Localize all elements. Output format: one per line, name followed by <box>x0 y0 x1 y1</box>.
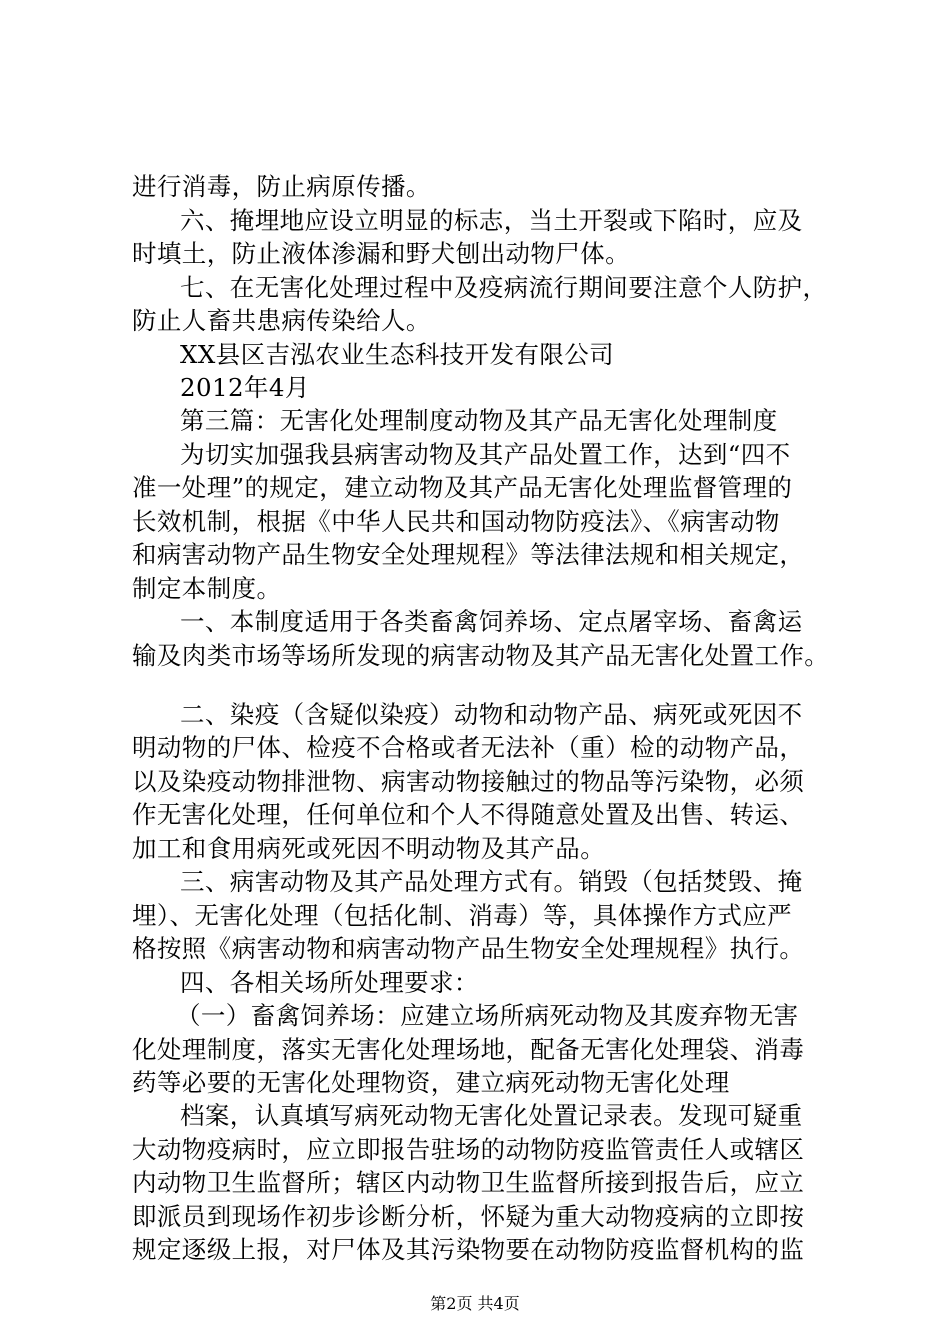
text-line: 准一处理”的规定，建立动物及其产品无害化处理监督管理的 <box>132 473 793 502</box>
text-line: （一）畜禽饲养场：应建立场所病死动物及其废弃物无害 <box>176 1001 799 1030</box>
text-line: 长效机制，根据《中华人民共和国动物防疫法》、《病害动物 <box>132 507 780 536</box>
text-line: 大动物疫病时，应立即报告驻场的动物防疫监管责任人或辖区 <box>132 1135 805 1164</box>
text-line: 化处理制度，落实无害化处理场地，配备无害化处理袋、消毒 <box>132 1035 805 1064</box>
text-line: 三、病害动物及其产品处理方式有。销毁（包括焚毁、掩 <box>180 867 803 896</box>
text-line: 四、各相关场所处理要求： <box>180 968 479 997</box>
text-line: 进行消毒，防止病原传播。 <box>132 172 431 201</box>
text-line: 加工和食用病死或死因不明动物及其产品。 <box>132 834 606 863</box>
text-line: 一、本制度适用于各类畜禽饲养场、定点屠宰场、畜禽运 <box>180 607 803 636</box>
text-line: 药等必要的无害化处理物资，建立病死动物无害化处理 <box>132 1068 730 1097</box>
text-line: 格按照《病害动物和病害动物产品生物安全处理规程》执行。 <box>132 934 805 963</box>
text-line: 六、掩埋地应设立明显的标志，当土开裂或下陷时，应及 <box>180 206 803 235</box>
company-name: XX县区吉泓农业生态科技开发有限公司 <box>180 340 615 369</box>
text-line: 明动物的尸体、检疫不合格或者无法补（重）检的动物产品， <box>132 733 805 762</box>
text-line: 内动物卫生监督所；辖区内动物卫生监督所接到报告后，应立 <box>132 1168 805 1197</box>
text-line: 为切实加强我县病害动物及其产品处置工作，达到“四不 <box>180 440 791 469</box>
text-line: 防止人畜共患病传染给人。 <box>132 306 431 335</box>
text-line: 二、染疫（含疑似染疫）动物和动物产品、病死或死因不 <box>180 700 803 729</box>
text-line: 制定本制度。 <box>132 574 282 603</box>
text-line: 作无害化处理，任何单位和个人不得随意处置及出售、转运、 <box>132 800 805 829</box>
text-line: 时填土，防止液体渗漏和野犬刨出动物尸体。 <box>132 239 630 268</box>
text-line: 以及染疫动物排泄物、病害动物接触过的物品等污染物，必须 <box>132 767 805 796</box>
text-line: 即派员到现场作初步诊断分析，怀疑为重大动物疫病的立即按 <box>132 1202 805 1231</box>
text-line: 和病害动物产品生物安全处理规程》等法律法规和相关规定， <box>132 540 805 569</box>
date-line: 2012年4月 <box>180 373 310 402</box>
text-line: 规定逐级上报，对尸体及其污染物要在动物防疫监督机构的监 <box>132 1235 805 1264</box>
text-line: 埋）、无害化处理（包括化制、消毒）等，具体操作方式应严 <box>132 901 793 930</box>
text-line: 七、在无害化处理过程中及疫病流行期间要注意个人防护， <box>180 273 828 302</box>
text-line: 档案，认真填写病死动物无害化处置记录表。发现可疑重 <box>180 1101 803 1130</box>
page-number-footer: 第2页 共4页 <box>430 1294 520 1313</box>
text-line: 输及肉类市场等场所发现的病害动物及其产品无害化处置工作。 <box>132 641 830 670</box>
section-heading: 第三篇：无害化处理制度动物及其产品无害化处理制度 <box>180 406 778 435</box>
